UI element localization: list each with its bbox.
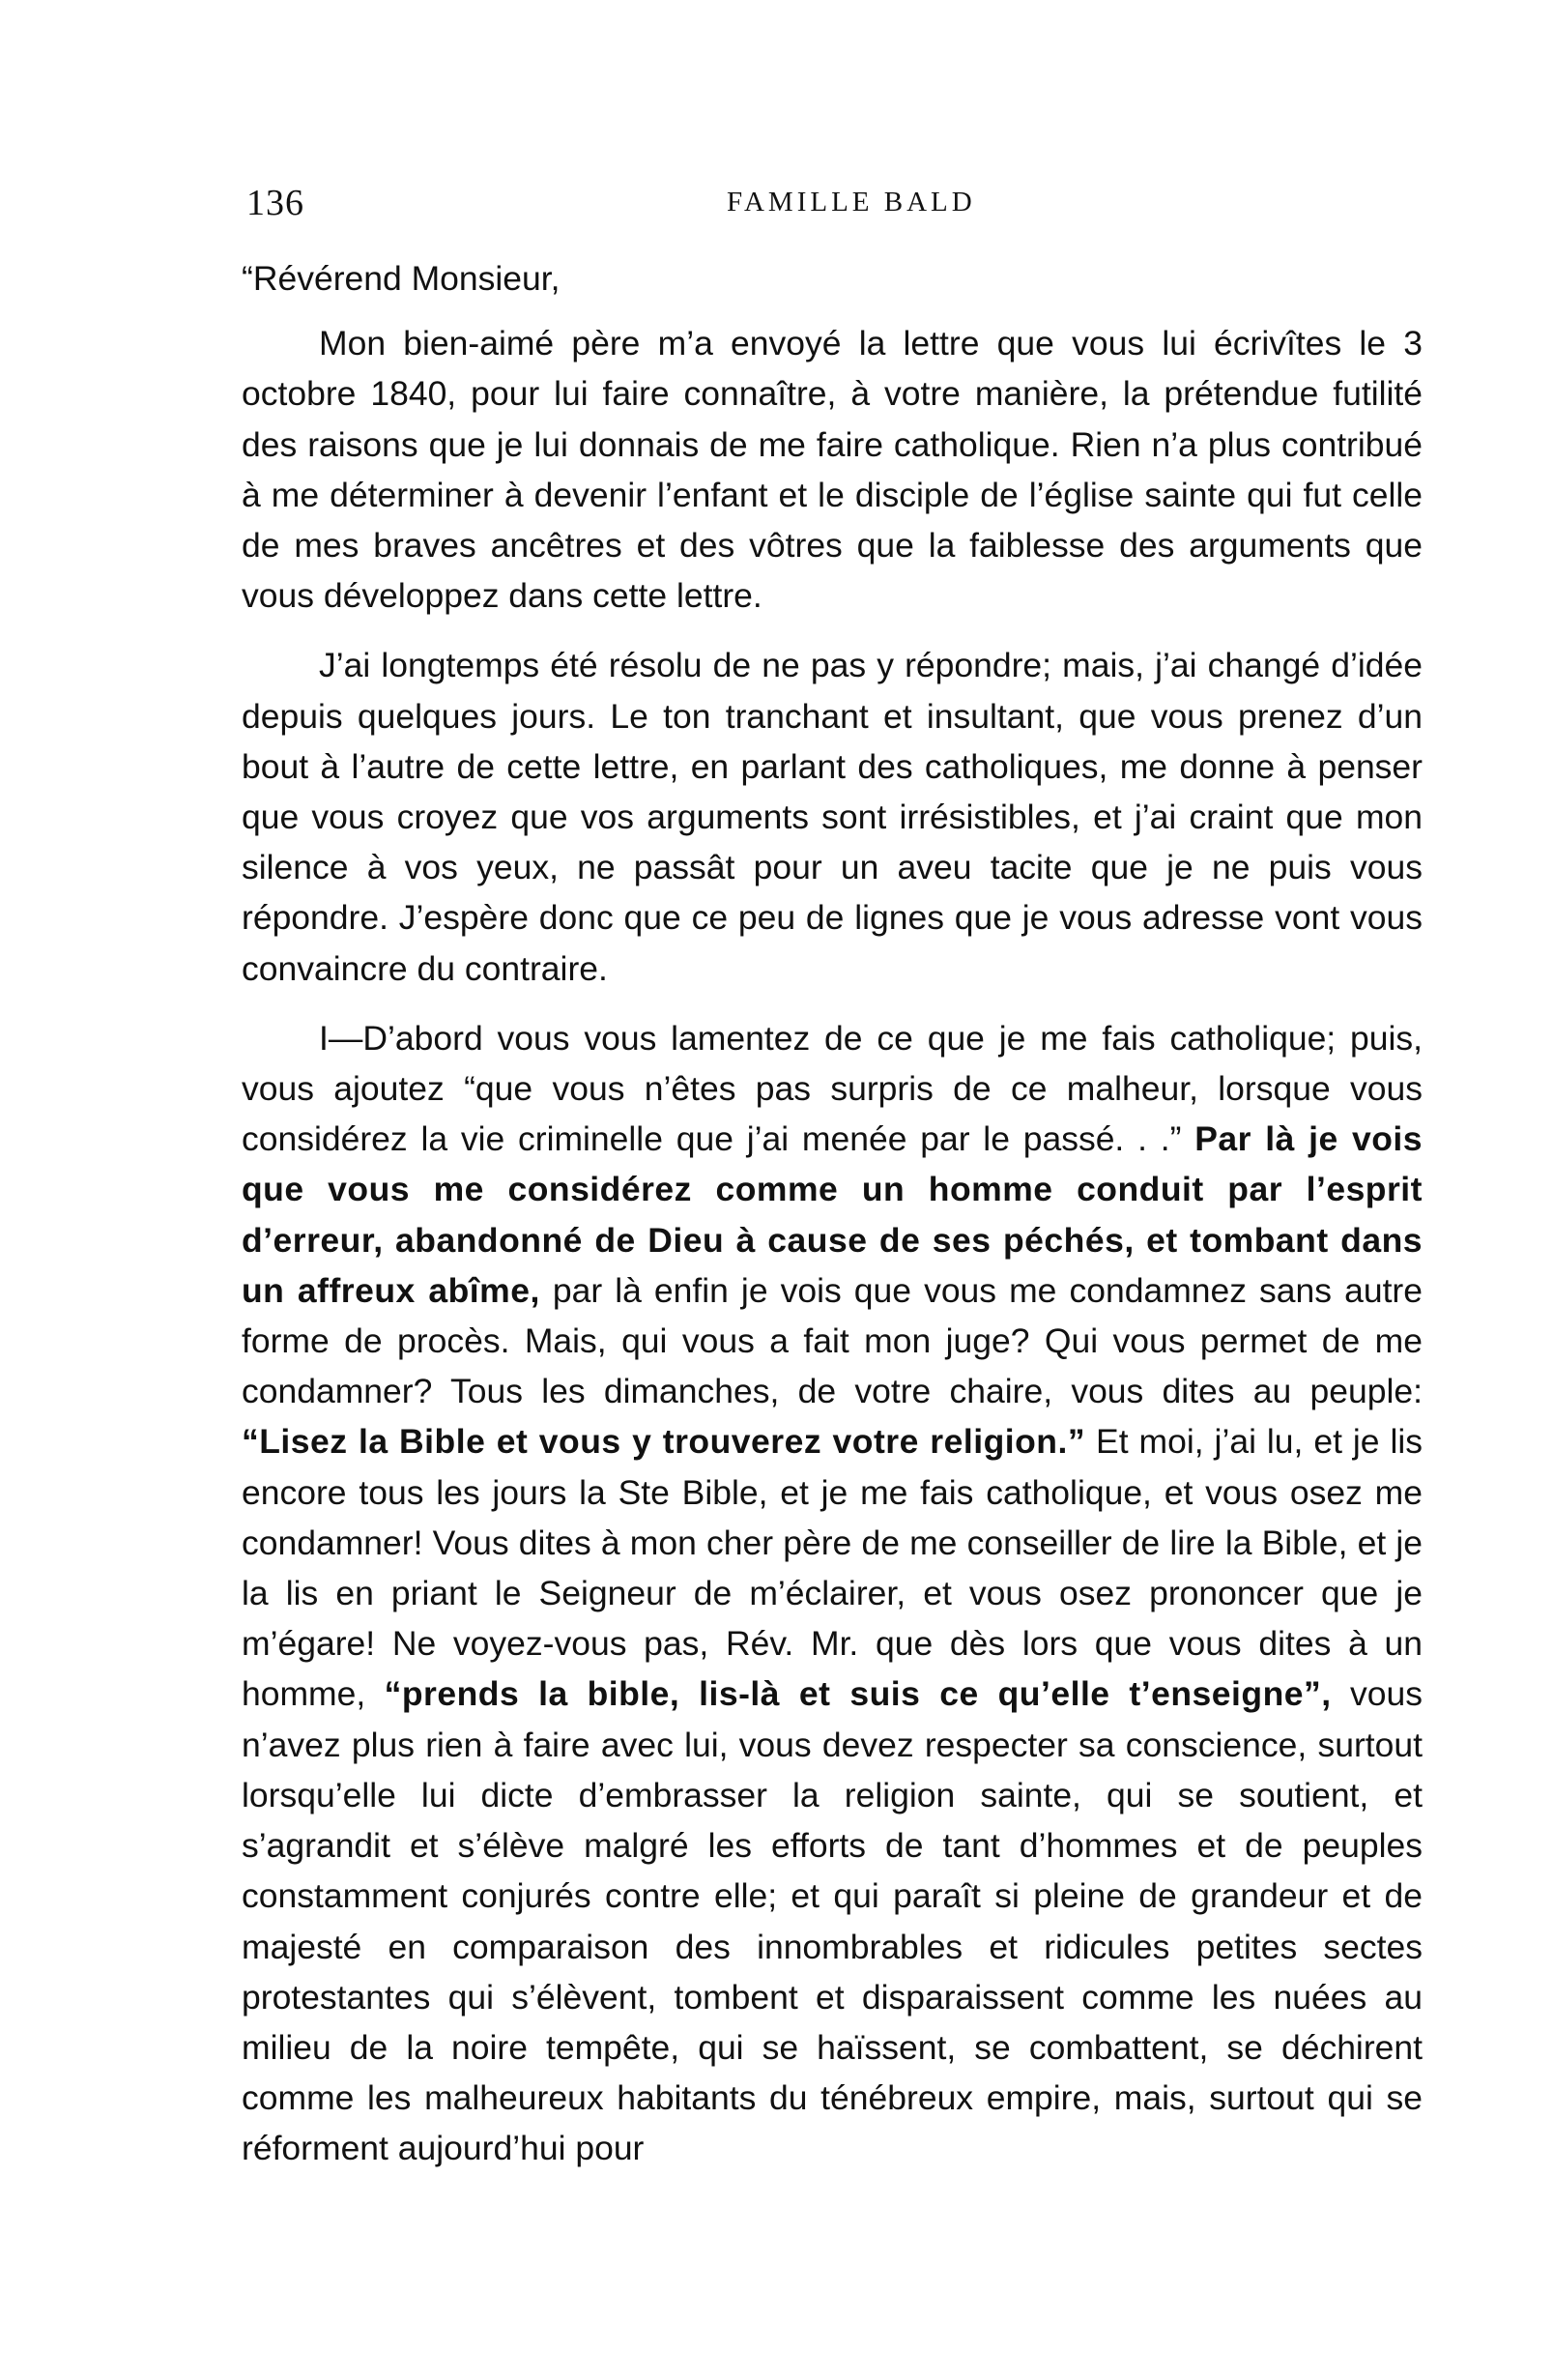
running-head: FAMILLE BALD [727,187,976,218]
paragraph-3-bold-2: “Lisez la Bible et vous y trouverez votre religion.” [242,1422,1086,1462]
paragraph-3-bold-3: “prends la bible, lis-là et suis ce qu’elle t’enseigne”, [384,1674,1332,1714]
letter-body [242,253,1423,2193]
paragraph-3-text-3: Et moi, j’ai lu, et je lis encore tous les jours la Ste Bible, et je me fais catholique, et vous osez me condamner! Vous dites à mon cher père de me conseiller de lire la Bible, et je la lis en priant le Seigneur de m’éclairer, et vous osez prononcer que je m’égare! Ne voyez-vous pas, Rév. Mr. que dès lors que vous dites à un homme, [242,1422,1423,1714]
salutation: “Révérend Monsieur, [242,259,561,298]
page-number: 136 [246,183,304,223]
paragraph-3-bold-1: Par là je vois que vous me considérez comme un homme conduit par l’esprit d’erreur, abandonné de Dieu à cause de ses péchés, et tombant dans un affreux abîme, [242,1119,1423,1310]
paragraph-1: Mon bien-aimé père m’a envoyé la lettre que vous lui écrivîtes le 3 octobre 1840, pour lui faire connaître, à votre manière, la prétendue futilité des raisons que je lui donnais de me faire catholique. Rien n’a plus contribué à me déterminer à devenir l’enfant et le disciple de l’église sainte qui fut celle de mes braves ancêtres et des vôtres que la faiblesse des arguments que vous développez dans cette lettre. [242,324,1423,616]
paragraph-3-text-2: par là enfin je vois que vous me condamnez sans autre forme de procès. Mais, qui vous a fait mon juge? Qui vous permet de me condamner? Tous les dimanches, de votre chaire, vous dites au peuple: [242,1270,1424,1411]
paragraph-3-text-4: vous n’avez plus rien à faire avec lui, vous devez respecter sa conscience, surtout lorsqu’elle lui dicte d’embrasser la religion sainte, qui se soutient, et s’agrandit et s’élève malgré les efforts de tant d’hommes et de peuples constamment conjurés contre elle; et qui paraît si pleine de grandeur et de majesté en comparaison des innombrables et ridicules petites sectes protestantes qui s’élèvent, tombent et disparaissent comme les nuées au milieu de la noire tempête, qui se haïssent, se combattent, se déchirent comme les malheureux habitants du ténébreux empire, mais, surtout qui se réforment aujourd’hui pour [242,1674,1423,2168]
paragraph-3-text-1: I—D’abord vous vous lamentez de ce que je me fais catholique; puis, vous ajoutez “que vous n’êtes pas surpris de ce malheur, lorsque vous considérez la vie criminelle que j’ai menée par le passé. . .” [242,1018,1423,1159]
paragraph-3 [242,1013,1423,2174]
paragraph-2: J’ai longtemps été résolu de ne pas y répondre; mais, j’ai changé d’idée depuis quelques jours. Le ton tranchant et insultant, que vous prenez d’un bout à l’autre de cette lettre, en parlant des catholiques, me donne à penser que vous croyez que vos arguments sont irrésistibles, et j’ai craint que mon silence à vos yeux, ne passât pour un aveu tacite que je ne puis vous répondre. J’espère donc que ce peu de lignes que je vous adresse vont vous convaincre du contraire. [242,646,1423,988]
